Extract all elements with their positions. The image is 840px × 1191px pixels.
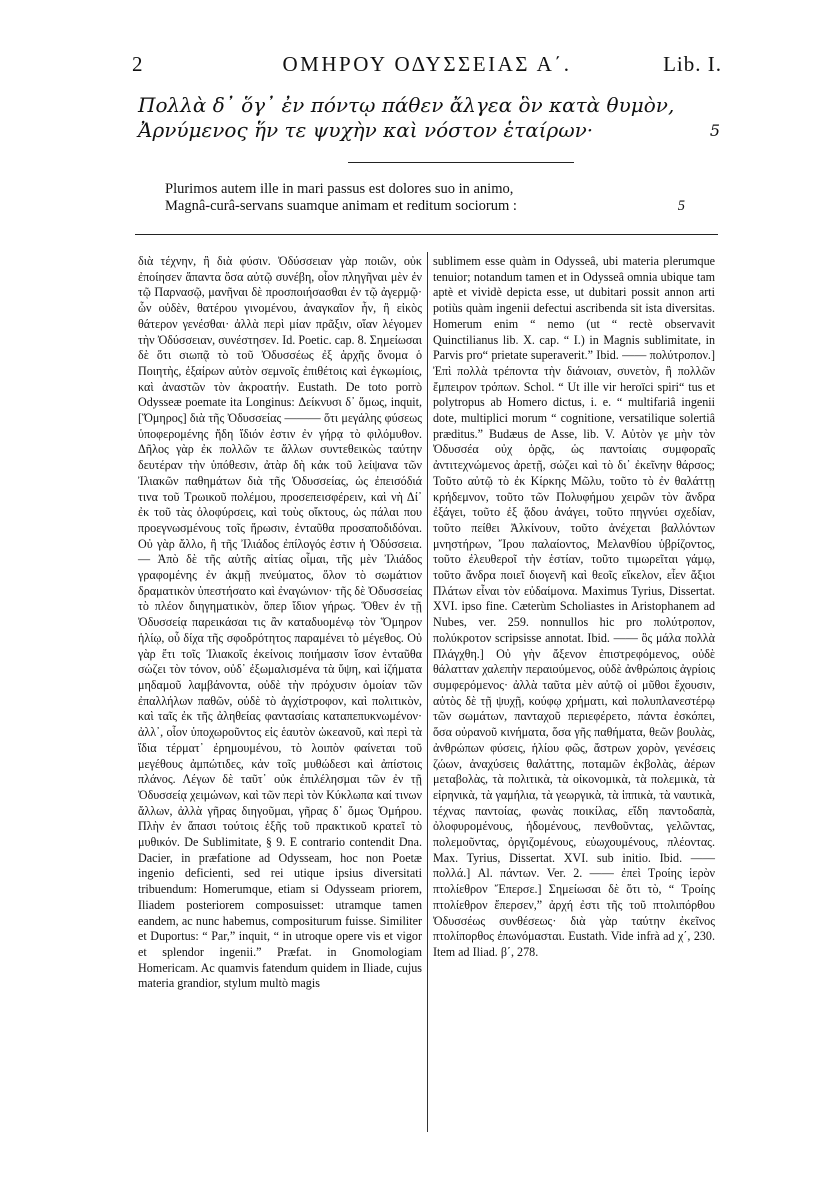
latin-text-1: Plurimos autem ille in mari passus est dolores suo in animo, [165, 181, 514, 197]
book-label: Lib. I. [663, 52, 722, 76]
latin-text-2: Magnâ-curâ-servans suamque animam et reditum sociorum : [165, 198, 517, 214]
running-header [132, 52, 722, 82]
running-title: ΟΜΗΡΟΥ ΟΔΥΣΣΕΙΑΣ Α΄. [282, 52, 572, 76]
latin-line-number: 5 [677, 198, 685, 214]
commentary-divider [135, 234, 718, 235]
greek-line-number: 5 [709, 121, 720, 140]
commentary-left-column [138, 254, 422, 992]
commentary-right-column [433, 254, 715, 961]
greek-verse-line-2 [138, 118, 720, 142]
greek-verse-line-1 [138, 93, 720, 117]
greek-verse-text-2: Ἀρνύμενος ἥν τε ψυχὴν καὶ νόστον ἑταίρων· [138, 118, 594, 142]
commentary-right-text: sublimem esse quàm in Odysseâ, ubi materia plerumque tenuior; notandum tamen et in Odysseâ omnia ubique tam aptè et vividè depicta esse, ut dubitari possit annon arti potiùs quàm ingenii defectui ascribenda sit ista diversitas. Homerum enim “ nemo (ut “ rectè observavit Quinctilianus lib. X. cap. “ I.) in Magnis sublimitate, in Parvis pro“ prietate superaverit.” Ibid. —— πολύτροπον.] Ἐπὶ πολλὰ τρέποντα τὴν διάνοιαν, συνετὸν, ἢ πολλῶν ἔμπειρον τρόπων. Schol. “ Ut ille vir heroïci spiri“ tus et polytropus ab Homero dictus, i. e. “ multifariâ ingenii dote, multiplici morum “ cognitione, versatilique solertiâ præditus.” Budæus de Asse, lib. V. Αὐτὸν γε μὴν τὸν Ὀδυσσέα οὐχ ὁρᾷς, ὡς παντοίαις συμφοραῖς ἀντιτεχνώμενος ἀρετῇ, σώζει καὶ τὸ δι᾽ ἐκεῖνην θάρσος; Τοῦτο αὐτῷ τὸ ἐκ Κίρκης Μῶλυ, τοῦτο τὸ ἐν θαλάττῃ κρήδεμνον, τοῦτο τῶν Πολυφήμου χειρῶν τὸν ἄνδρα ἐξάγει, τοῦτο ἐξ ᾅδου ἀνάγει, τοῦτο πηγνύει σχεδίαν, τοῦτο πείθει Ἀλκίνουν, τοῦτο ἀνέχεται βαλλόντων μνηστήρων, Ἴρου παλαίοντος, Μελανθίου ὑβρίζοντος, τοῦτο ἐλευθεροῖ τὴν ἑστίαν, τοῦτο τιμωρεῖται γάμῳ, τοῦτο ἄνδρα ποιεῖ διογενῆ καὶ θεοῖς εἴκελον, εἶεν ἄξιοι Πλάτων εἶναι τὸν εὐδαίμονα. Maximus Tyrius, Dissertat. XVI. ipso fine. Cæterùm Scholiastes in Aristophanem ad Nubes, ver. 259. nonnullos hic pro πολύτροπον, πολύκροτον scripsisse annotat. Ibid. —— ὃς μάλα πολλὰ Πλάγχθη.] Οὐ γὴν ἄξενον ἐπιστρεφόμενος, οὐδὲ θάλατταν χαλεπὴν περαιούμενος, οὐδὲ ἀνθρώποις ἀγρίοις συμφερόμενος· ἀλλὰ ταῦτα μὲν αὐτῷ οἱ μῦθοι ἔχουσιν, αὐτὸς δὲ τῇ ψυχῇ, κούφῳ χρήματι, καὶ πολυπλανεστέρῳ τῶν σωμάτων, πανταχοῦ περιεφέρετο, πάντα ἐσκόπει, ὅσα οὐρανοῦ κινήματα, ὅσα γῆς παθήματα, θεῶν βουλὰς, ἀνθρώπων φύσεις, ἡλίου φῶς, ἄστρων χορὸν, γενέσεις ζώων, ἀναχύσεις θαλάττης, ποταμῶν ἐκβολὰς, ἀέρων μεταβολὰς, τὰ πολιτικὰ, τὰ οἰκονομικὰ, τὰ πολεμικὰ, τὰ εἰρηνικὰ, τὰ γαμήλια, τὰ γεωργικὰ, τὰ ἱππικὰ, τὰ ναυτικὰ, τέχνας παντοίας, φωνὰς ποικίλας, εἴδη παντοδαπὰ, ὀλοφυρομένους, ἡδομένους, πενθοῦντας, γελῶντας, πολεμοῦντας, ὀργιζομένους, εὐωχουμένους, πλέοντας. Max. Tyrius, Dissertat. XVI. sub initio. Ibid. —— πολλά.] Al. πάντων. Ver. 2. —— ἐπεὶ Τροίης ἱερὸν πτολίεθρον Ἔπερσε.] Σημείωσαι δὲ ὅτι τὸ, “ Τροίης πτολίεθρον ἔπερσεν,” ἀρχή ἐστι τῆς τοῦ πτολιπόρθου Ὀδυσσέως συνθέσεως· διὰ γὰρ ταύτην ἐκεῖνος πτολίπορθος ἐπωνόμασται. Eustath. Vide infrà ad χ΄, 230. Item ad Iliad. β΄, 278. [433, 254, 715, 959]
page-number: 2 [132, 52, 143, 76]
latin-line-1 [165, 181, 685, 198]
greek-verse-text-1: Πολλὰ δ᾽ ὅγ᾽ ἐν πόντῳ πάθεν ἄλγεα ὃν κατὰ θυμὸν, [138, 93, 675, 117]
latin-line-2 [165, 198, 685, 215]
commentary-left-text: διὰ τέχνην, ἢ διὰ φύσιν. Ὀδύσσειαν γὰρ ποιῶν, οὐκ ἐποίησεν ἅπαντα ὅσα αὐτῷ συνέβη, οἷον πληγῆναι μὲν ἐν τῷ Παρνασῷ, μανῆναι δὲ προσποιήσασθαι ἐν τῷ ἀγερμῷ· ὧν οὐδὲν, θατέρου γινομένου, ἀναγκαῖον ἦν, ἢ εἰκὸς θάτερον γενέσθαι· ἀλλὰ περὶ μίαν πρᾶξιν, οἵαν λέγομεν τὴν Ὀδύσσειαν, συνέστησεν. Id. Poetic. cap. 8. Σημείωσαι δὲ ὅτι σιωπᾷ τὸ τοῦ Ὀδυσσέως ἐξ ἀρχῆς ὄνομα ὁ Ποιητὴς, ἐξαίρων αὐτὸν σεμνοῖς ἐπιθέτοις καὶ ἐγκωμίοις, καὶ ἀναστῶν τὸν ἀκροατήν. Eustath. De toto porrò Odysseæ poemate ita Longinus: Δείκνυσι δ᾽ ὅμως, inquit, [Ὅμηρος] διὰ τῆς Ὀδυσσείας ——— ὅτι μεγάλης φύσεως ὑποφερομένης ἤδη ἴδιόν ἐστιν ἐν γήρᾳ τὸ φιλόμυθον. Δῆλος γὰρ ἐκ πολλῶν τε ἄλλων συντεθεικὼς ταύτην δευτέραν τὴν ὑπόθεσιν, ἀτὰρ δὴ κἀκ τοῦ λείψανα τῶν Ἰλιακῶν παθημάτων διὰ τῆς Ὀδυσσείας, ὡς ἐπεισόδιά τινα τοῦ Τρωικοῦ πολέμου, προσεπεισφέρειν, καὶ νὴ Δί᾽ ἐκ τοῦ τὰς ὀλοφύρσεις, καὶ τοὺς οἴκτους, ὡς πάλαι που προεγνωσμένους τοῖς ἥρωσιν, ἐνταῦθα προσαποδιδόναι. Οὐ γὰρ ἄλλο, ἢ τῆς Ἰλιάδος ἐπίλογός ἐστιν ἡ Ὀδύσσεια.— Ἀπὸ δὲ τῆς αὐτῆς αἰτίας οἶμαι, τῆς μὲν Ἰλιάδος γραφομένης ἐν ἀκμῇ πνεύματος, ὅλον τὸ σωμάτιον δραματικὸν ὑπεστήσατο καὶ ἐναγώνιον· τῆς δὲ Ὀδυσσείας τὸ πλέον διηγηματικὸν, ὅπερ ἴδιον γήρως. Ὅθεν ἐν τῇ Ὀδυσσείᾳ παρεικάσαι τις ἂν καταδυομένῳ τὸν Ὅμηρον ἡλίῳ, οὗ δίχα τῆς σφοδρότητος παραμένει τὸ μέγεθος. Οὐ γὰρ ἔτι τοῖς Ἰλιακοῖς ἐκείνοις ποιήμασιν ἴσον ἐνταῦθα σώζει τὸν τόνον, οὐδ᾽ ἐξωμαλισμένα τὰ ὕψη, καὶ ἰζήματα μηδαμοῦ λαμβάνοντα, οὐδὲ τὴν πρόχυσιν ὁμοίαν τῶν ἐπαλλήλων παθῶν, οὐδὲ τὸ ἀγχίστροφον, καὶ πολιτικὸν, καὶ ταῖς ἐκ τῆς ἀληθείας φαντασίαις καταπεπυκνωμένον· ἀλλ᾽, οἷον ὑποχωροῦντος εἰς ἑαυτὸν ὠκεανοῦ, καὶ περὶ τὰ ἴδια τέρματ᾽ ἐρημουμένου, τὸ λοιπὸν φαίνεται τοῦ μεγέθους ἀμπώτιδες, κἀν τοῖς μυθώδεσι καὶ ἀπίστοις πλάνος. Λέγων δὲ ταῦτ᾽ οὐκ ἐπιλέλησμαι τῶν ἐν τῇ Ὀδυσσείᾳ χειμώνων, καὶ τῶν περὶ τὸν Κύκλωπα καί τινων ἄλλων, ἀλλὰ γῆρας διηγοῦμαι, γῆρας δ᾽ ὅμως Ὁμήρου. Πλὴν ἐν ἅπασι τούτοις ἑξῆς τοῦ πρακτικοῦ κρατεῖ τὸ μυθικόν. De Sublimitate, § 9. E contrario contendit Dna. Dacier, in præfatione ad Odysseam, hoc non Poetæ ingenio deficienti, sed rei utique ipsius diversitati tribuendum: Homerumque, etiam si Odysseam priorem, Iliadem posteriorem composuisset: utramque tamen eandem, ac nunc habemus, compositurum fuisse. Similiter et Duportus: “ Par,” inquit, “ in utroque opere vis et vigor et splendor ingenii.” Præfat. in Gnomologiam Homericam. Ac quamvis fatendum quidem in Iliade, cujus materia grandior, stylum multò magis [138, 254, 422, 991]
column-divider [427, 252, 428, 1132]
section-divider [348, 162, 574, 163]
